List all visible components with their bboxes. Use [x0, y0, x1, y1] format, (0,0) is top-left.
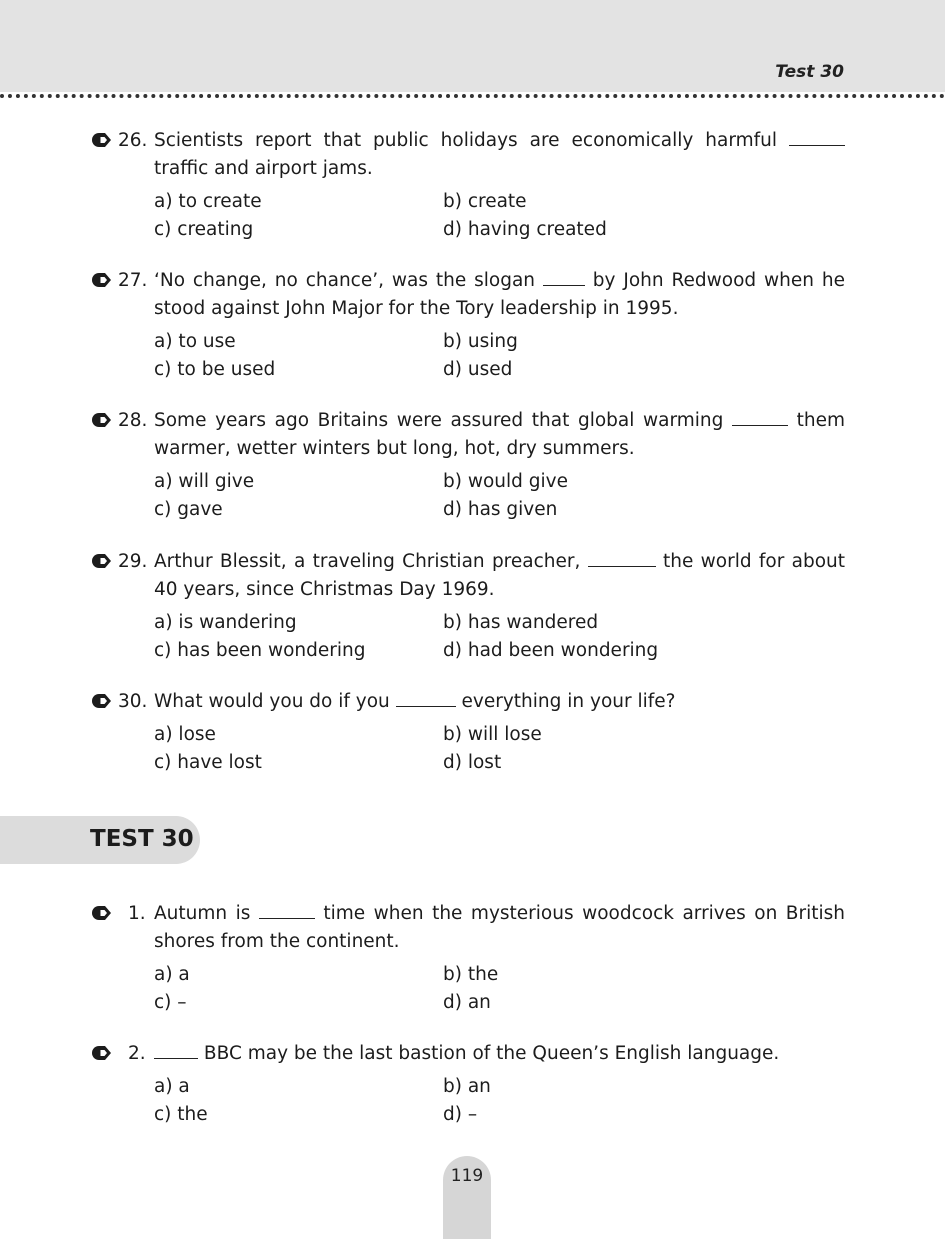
option-a: a) is wandering [154, 612, 297, 633]
question-text: Arthur Blessit, a traveling Christian preacher, the world for about 40 years, since Christmas Day 1969. [154, 551, 845, 600]
arrow-bullet-icon [90, 271, 112, 289]
answer-options [154, 468, 845, 524]
answer-blank [543, 269, 585, 286]
arrow-bullet-icon [90, 904, 112, 922]
question-text: Some years ago Britains were assured that global warming them warmer, wetter winters but long, hot, dry summers. [154, 410, 846, 459]
option-d: d) lost [443, 752, 502, 773]
dotted-divider [0, 94, 945, 98]
question-number: 1. [128, 903, 146, 924]
option-b: b) using [443, 331, 518, 352]
option-b: b) create [443, 191, 527, 212]
question-number: 29. [118, 551, 148, 572]
option-b: b) has wandered [443, 612, 599, 633]
answer-blank [789, 129, 845, 146]
answer-blank [396, 690, 456, 707]
option-c: c) have lost [154, 752, 262, 773]
option-a: a) a [154, 1076, 190, 1097]
option-d: d) used [443, 359, 513, 380]
option-c: c) has been wondering [154, 640, 366, 661]
question-1 [90, 900, 845, 1017]
option-a: a) lose [154, 724, 216, 745]
question-number: 27. [118, 270, 148, 291]
option-b: b) would give [443, 471, 568, 492]
option-a: a) to create [154, 191, 262, 212]
answer-options [154, 609, 845, 665]
option-c: c) the [154, 1104, 208, 1125]
answer-options [154, 188, 845, 244]
option-d: d) has given [443, 499, 558, 520]
arrow-bullet-icon [90, 1044, 112, 1062]
question-number: 2. [128, 1043, 146, 1064]
option-c: c) gave [154, 499, 223, 520]
option-d: d) having created [443, 219, 607, 240]
option-a: a) a [154, 964, 190, 985]
arrow-bullet-icon [90, 131, 112, 149]
arrow-bullet-icon [90, 411, 112, 429]
option-a: a) to use [154, 331, 236, 352]
answer-blank [259, 902, 315, 919]
section-title: TEST 30 [90, 826, 194, 852]
option-c: c) creating [154, 219, 254, 240]
answer-blank [588, 550, 656, 567]
question-text: What would you do if you everything in your life? [154, 691, 676, 712]
answer-blank [732, 409, 788, 426]
question-text: ‘No change, no chance’, was the slogan by John Redwood when he stood against John Major for the Tory leadership in 1995. [154, 270, 845, 319]
answer-options [154, 721, 845, 777]
question-number: 28. [118, 410, 148, 431]
option-d: d) – [443, 1104, 478, 1125]
question-text: Scientists report that public holidays are economically harmful traffic and airport jams. [154, 127, 845, 183]
option-c: c) to be used [154, 359, 276, 380]
option-b: b) will lose [443, 724, 542, 745]
question-2 [90, 1040, 845, 1129]
question-30 [90, 688, 845, 777]
running-header-title: Test 30 [775, 62, 844, 82]
question-number: 26. [118, 130, 148, 151]
option-d: d) an [443, 992, 491, 1013]
question-text: BBC may be the last bastion of the Queen’s English language. [154, 1040, 845, 1068]
arrow-bullet-icon [90, 692, 112, 710]
question-29 [90, 548, 845, 665]
question-26 [90, 127, 845, 244]
option-d: d) had been wondering [443, 640, 659, 661]
question-text: Autumn is time when the mysterious woodcock arrives on British shores from the continent. [154, 903, 845, 952]
question-number: 30. [118, 691, 148, 712]
question-28 [90, 407, 845, 524]
question-27 [90, 267, 845, 384]
answer-options [154, 328, 845, 384]
option-c: c) – [154, 992, 187, 1013]
option-b: b) an [443, 1076, 491, 1097]
option-b: b) the [443, 964, 499, 985]
answer-options [154, 961, 845, 1017]
option-a: a) will give [154, 471, 255, 492]
answer-options [154, 1073, 845, 1129]
page-number: 119 [450, 1166, 484, 1186]
arrow-bullet-icon [90, 552, 112, 570]
